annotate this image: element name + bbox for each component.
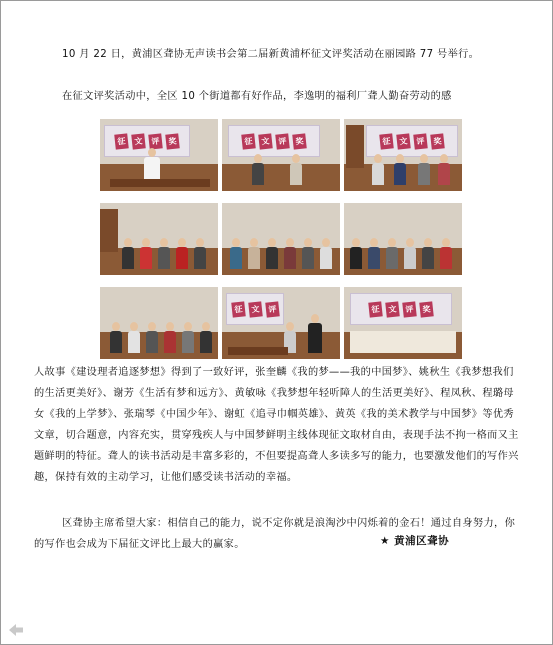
photo-9: 征 文 评 奖	[344, 287, 462, 359]
signature: ★ 黄浦区聋协	[380, 535, 450, 547]
photo-grid	[100, 119, 462, 359]
article-paragraph-intro: 10 月 22 日，黄浦区聋协无声读书会第二届新黄浦杯征文评奖活动在丽园路 77 号举行。	[62, 49, 480, 60]
photo-4	[100, 203, 218, 275]
photo-6	[344, 203, 462, 275]
photo-5	[222, 203, 340, 275]
article-paragraph-2: 在征文评奖活动中，全区 10 个街道都有好作品，李逸明的福利厂聋人勤奋劳动的感	[62, 91, 452, 102]
article-paragraph-3: 人故事《建设理者追逐梦想》得到了一致好评，张奎麟《我的梦——我的中国梦》、姚秋生《我梦想我们的生活更美好》、谢芳《生活有梦和远方》、黄敏咏《我梦想年轻听障人的生活更美好》、程凤秋、程璐母女《我的上学梦》、张瑞琴《中国少年》、谢虹《追寻巾帼英雄》、黄英《我的美术教学与中国梦》等优秀文章，切合题意，内容充实，贯穿残疾人与中国梦鲜明主线体现征文取材自由，表现手法不拘一格而又主题鲜明的特征。聋人的读书活动是丰富多彩的，不但要提高聋人多读多写的能力，也要激发他们的写作兴趣，保持有效的主动学习，让他们感受读书活动的幸福。	[34, 367, 519, 483]
back-arrow-icon[interactable]	[9, 621, 23, 633]
photo-8: 征 文 评	[222, 287, 340, 359]
article-paragraph-4: 区聋协主席希望大家：相信自己的能力，说不定你就是浪淘沙中闪烁着的金石！通过自身努力，你的写作也会成为下届征文评比上最大的赢家。	[34, 518, 516, 550]
photo-7	[100, 287, 218, 359]
photo-3: 征 文 评 奖	[344, 119, 462, 191]
photo-2: 征 文 评 奖	[222, 119, 340, 191]
photo-1: 征 文 评 奖	[100, 119, 218, 191]
